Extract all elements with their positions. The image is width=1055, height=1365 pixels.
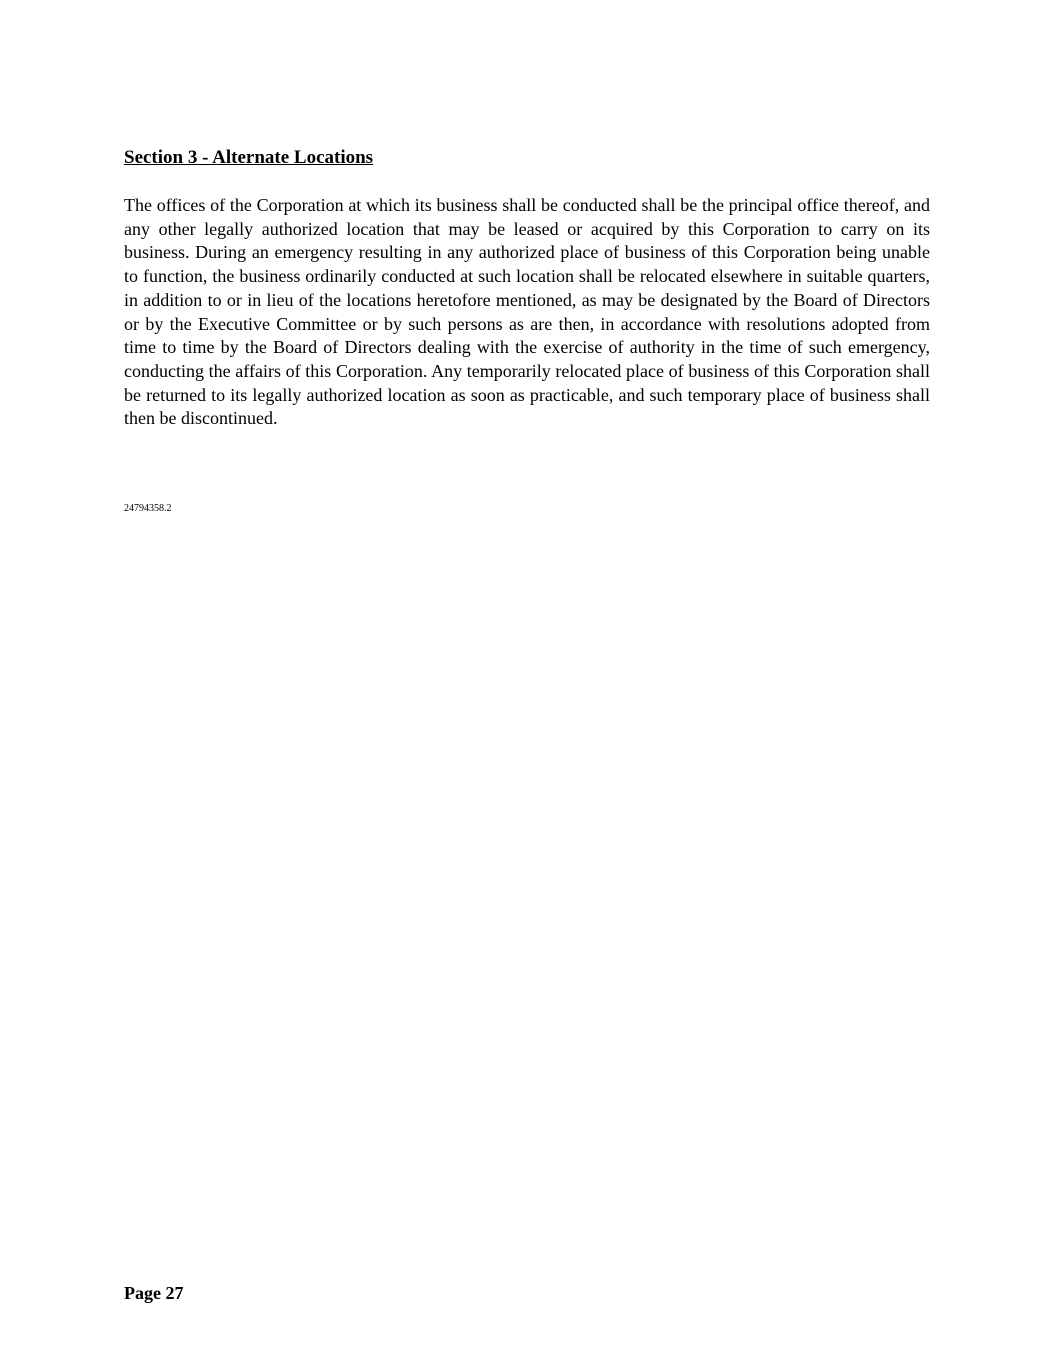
document-id: 24794358.2 [124, 503, 172, 514]
page-number: Page 27 [124, 1283, 184, 1303]
section-heading: Section 3 - Alternate Locations [124, 147, 374, 168]
body-paragraph: The offices of the Corporation at which its business shall be conducted shall be the principal office thereof, and any other legally authorized location that may be leased or acquired by this Corporation to carry on its business. During an emergency resulting in any authorized place of business of this Corporation being unable to function, the business ordinarily conducted at such location shall be relocated elsewhere in suitable quarters, in addition to or in lieu of the locations heretofore mentioned, as may be designated by the Board of Directors or by the Executive Committee or by such persons as are then, in accordance with resolutions adopted from time to time by the Board of Directors dealing with the exercise of authority in the time of such emergency, conducting the affairs of this Corporation. Any temporarily relocated place of business of this Corporation shall be returned to its legally authorized location as soon as practicable, and such temporary place of business shall then be discontinued. [124, 195, 930, 429]
